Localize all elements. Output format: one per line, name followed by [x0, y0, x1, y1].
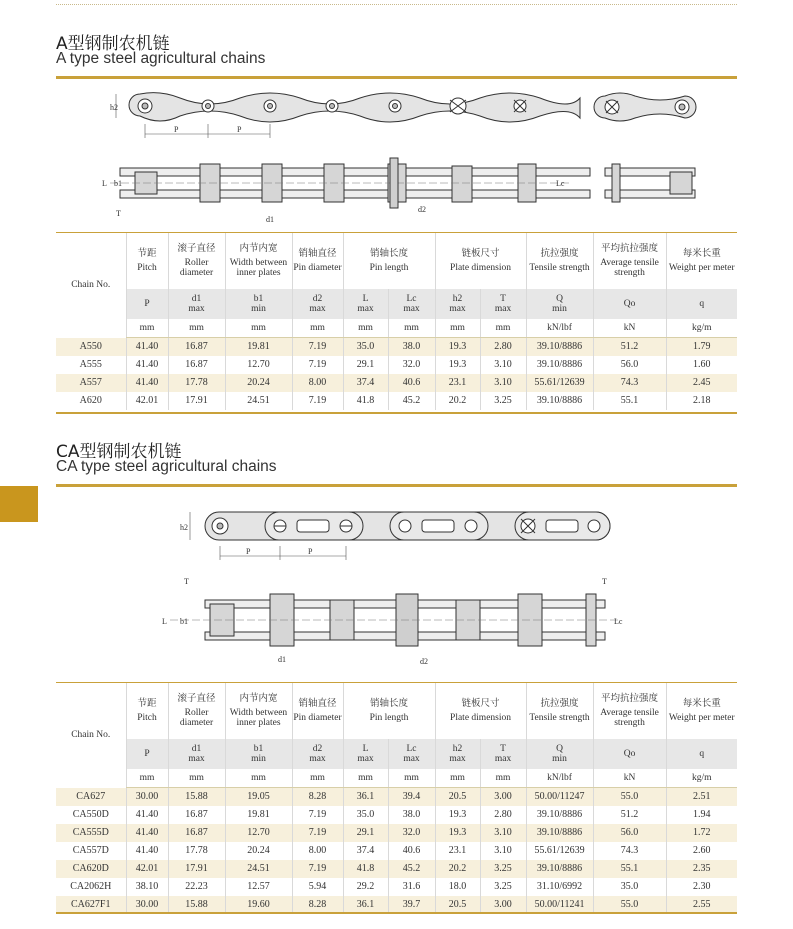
label-h2: h2	[110, 103, 118, 112]
top-dotted-rule	[56, 4, 737, 5]
spec-value-cell: 3.25	[480, 878, 526, 896]
table-ca-body	[56, 788, 737, 915]
spec-value-cell: 40.6	[388, 374, 435, 392]
spec-value-cell: 50.00/11241	[526, 896, 593, 914]
chain-a-drawing	[100, 86, 700, 226]
spec-value-cell: 2.51	[666, 788, 737, 807]
spec-value-cell: 7.19	[292, 392, 343, 410]
spec-value-cell: 51.2	[593, 338, 666, 357]
spec-value-cell: 18.0	[435, 878, 480, 896]
ca-label-d1: d1	[278, 655, 286, 664]
spec-value-cell: 32.0	[388, 356, 435, 374]
spec-value-cell: 2.55	[666, 896, 737, 914]
chain-ca-drawing	[150, 504, 630, 674]
spec-value-cell: 7.19	[292, 860, 343, 878]
spec-value-cell: 45.2	[388, 860, 435, 878]
spec-value-cell: 38.10	[126, 878, 168, 896]
spec-value-cell: 19.3	[435, 806, 480, 824]
spec-value-cell: 19.05	[225, 788, 292, 807]
spec-value-cell: 55.0	[593, 896, 666, 914]
spec-value-cell: 2.18	[666, 392, 737, 410]
spec-value-cell: 24.51	[225, 860, 292, 878]
section-a-gold-bar	[56, 76, 737, 79]
spec-value-cell: 74.3	[593, 842, 666, 860]
chain-number-cell: CA555D	[56, 824, 126, 842]
spec-value-cell: 74.3	[593, 374, 666, 392]
spec-value-cell: 8.28	[292, 896, 343, 914]
spec-value-cell: 23.1	[435, 374, 480, 392]
spec-value-cell: 41.40	[126, 806, 168, 824]
table-ca: Chain No. 节距 Pitch 滚子直径 Roller diameter 内节内宽 Width between inner plates 销轴直径 Pin diameter 销轴长度 Pin length 链板尺寸 Plate dimension 抗拉强度 Tensile strength 平均抗拉强度 Average tensile strength 每米长重 Weight per meter P d1 max b1 min d2 max L max Lc max h2 max T max Q min Qo q mm mm mm mm mm mm mm mm kN/lbf kN kg/m CA627 30.00 15.88 19.05 8.28 36.1 39.4 20.5 3.00 50.00/11247 55.0 2.51 CA550D 41.40 16.87 19.81 7.19 35.0 38.0 19.3 2.80 39.10/8886 51.2 1.94 CA555D 41.40 16.87 12.70 7.19 29.1 32.0 19.3 3.10 39.10/8886 56.0 1.72 CA557D 41.40 17.78 20.24 8.00 37.4 40.6 23.1 3.10 55.61/12639 74.3 2.60 CA620D 42.01 17.91 24.51 7.19 41.8 45.2 20.2 3.25 39.10/8886 55.1 2.35 CA2062H 38.10 22.23 12.57 5.94 29.2 31.6 18.0 3.25 31.10/6992 35.0 2.30 CA627F1 30.00 15.88 19.60 8.28 36.1 39.7 20.5 3.00 50.00/11241 55.0 2.55	[56, 683, 737, 914]
spec-value-cell: 56.0	[593, 356, 666, 374]
spec-value-cell: 17.78	[168, 842, 225, 860]
spec-value-cell: 16.87	[168, 338, 225, 357]
spec-value-cell: 20.24	[225, 374, 292, 392]
section-a-title-cn: A型钢制农机链	[56, 34, 170, 54]
label-l: L	[102, 179, 107, 188]
spec-value-cell: 15.88	[168, 896, 225, 914]
ca-label-lc: Lc	[614, 617, 623, 626]
ca-label-t-1: T	[184, 577, 189, 586]
chain-number-cell: CA620D	[56, 860, 126, 878]
chain-number-cell: CA2062H	[70, 880, 112, 892]
spec-value-cell: 29.1	[343, 824, 388, 842]
spec-value-cell: 41.40	[126, 842, 168, 860]
spec-value-cell: 36.1	[343, 788, 388, 807]
spec-value-cell: 37.4	[343, 842, 388, 860]
spec-value-cell: 3.10	[480, 824, 526, 842]
spec-value-cell: 36.1	[343, 896, 388, 914]
spec-value-cell: 20.2	[435, 860, 480, 878]
ca-label-h2: h2	[180, 523, 188, 532]
spec-value-cell: 2.60	[666, 842, 737, 860]
spec-value-cell: 3.00	[480, 896, 526, 914]
spec-value-cell: 35.0	[343, 806, 388, 824]
spec-value-cell: 8.28	[292, 788, 343, 807]
spec-value-cell: 55.1	[593, 860, 666, 878]
spec-value-cell: 1.72	[666, 824, 737, 842]
spec-value-cell: 20.5	[435, 788, 480, 807]
spec-value-cell: 42.01	[126, 392, 168, 410]
spec-value-cell: 19.60	[225, 896, 292, 914]
spec-value-cell: 41.40	[126, 356, 168, 374]
section-ca-gold-bar	[56, 484, 737, 487]
table-row	[56, 824, 737, 842]
table-row	[56, 374, 737, 392]
spec-value-cell: 32.0	[388, 824, 435, 842]
section-a-title-en: A type steel agricultural chains	[56, 50, 266, 67]
spec-value-cell: 51.2	[593, 806, 666, 824]
label-b1: b1	[114, 179, 122, 188]
spec-value-cell: 19.3	[435, 338, 480, 357]
spec-value-cell: 55.1	[593, 392, 666, 410]
spec-value-cell: 2.80	[480, 806, 526, 824]
spec-value-cell: 39.10/8886	[526, 806, 593, 824]
spec-value-cell: 45.2	[388, 392, 435, 410]
chain-number-cell: CA627	[56, 788, 126, 807]
label-p-1: P	[174, 125, 179, 134]
table-ca-bottom-rule	[56, 912, 737, 914]
spec-value-cell: 7.19	[292, 356, 343, 374]
table-row	[56, 878, 737, 896]
spec-value-cell: 16.87	[168, 824, 225, 842]
spec-value-cell: 41.40	[126, 338, 168, 357]
spec-value-cell: 17.91	[168, 860, 225, 878]
spec-value-cell: 3.00	[480, 788, 526, 807]
table-row	[56, 356, 737, 374]
spec-value-cell: 1.94	[666, 806, 737, 824]
spec-value-cell: 20.2	[435, 392, 480, 410]
spec-value-cell: 7.19	[292, 806, 343, 824]
spec-value-cell: 7.19	[292, 338, 343, 357]
ca-label-l: L	[162, 617, 167, 626]
spec-value-cell: 8.00	[292, 374, 343, 392]
spec-value-cell: 7.19	[292, 824, 343, 842]
table-a-bottom-rule	[56, 412, 737, 414]
spec-value-cell: 39.10/8886	[526, 356, 593, 374]
spec-value-cell: 19.3	[435, 824, 480, 842]
spec-value-cell: 17.91	[168, 392, 225, 410]
table-a-body	[56, 338, 737, 411]
table-row	[56, 842, 737, 860]
spec-value-cell: 3.10	[480, 842, 526, 860]
spec-value-cell: 55.61/12639	[526, 374, 593, 392]
spec-value-cell: 17.78	[168, 374, 225, 392]
spec-value-cell: 39.10/8886	[526, 338, 593, 357]
spec-value-cell: 3.25	[480, 392, 526, 410]
spec-value-cell: 35.0	[593, 878, 666, 896]
spec-value-cell: 41.8	[343, 860, 388, 878]
spec-value-cell: 31.6	[388, 878, 435, 896]
spec-value-cell: 2.80	[480, 338, 526, 357]
spec-value-cell: 15.88	[168, 788, 225, 807]
spec-value-cell: 22.23	[168, 878, 225, 896]
table-row	[56, 788, 737, 807]
spec-value-cell: 1.79	[666, 338, 737, 357]
spec-value-cell: 38.0	[388, 806, 435, 824]
spec-value-cell: 39.4	[388, 788, 435, 807]
spec-value-cell: 35.0	[343, 338, 388, 357]
spec-value-cell: 19.3	[435, 356, 480, 374]
table-row	[56, 392, 737, 410]
spec-value-cell: 30.00	[126, 788, 168, 807]
spec-value-cell: 29.1	[343, 356, 388, 374]
label-d1: d1	[266, 215, 274, 224]
spec-value-cell: 23.1	[435, 842, 480, 860]
ca-label-t-2: T	[602, 577, 607, 586]
spec-value-cell: 42.01	[126, 860, 168, 878]
spec-value-cell: 12.57	[225, 878, 292, 896]
table-a: Chain No. 节距 Pitch 滚子直径 Roller diameter 内节内宽 Width between inner plates 销轴直径 Pin diameter 销轴长度 Pin length 链板尺寸 Plate dimension 抗拉强度 Tensile strength 平均抗拉强度 Average tensile strength 每米长重 Weight per meter P d1 max b1 min d2 max L max Lc max h2 max T max Q min Qo q mm mm mm mm mm mm mm mm kN/lbf kN kg/m A550 41.40 16.87 19.81 7.19 35.0 38.0 19.3 2.80 39.10/8886 51.2 1.79 A555 41.40 16.87 12.70 7.19 29.1 32.0 19.3 3.10 39.10/8886 56.0 1.60 A557 41.40 17.78 20.24 8.00 37.4 40.6 23.1 3.10 55.61/12639 74.3 2.45 A620 42.01 17.91 24.51 7.19 41.8 45.2 20.2 3.25 39.10/8886 55.1 2.18	[56, 233, 737, 410]
spec-value-cell: 2.30	[666, 878, 737, 896]
label-t: T	[116, 209, 121, 218]
spec-value-cell: 39.10/8886	[526, 392, 593, 410]
spec-value-cell: 2.45	[666, 374, 737, 392]
spec-value-cell: 3.10	[480, 374, 526, 392]
ca-label-b1: b1	[180, 617, 188, 626]
spec-value-cell: 55.61/12639	[526, 842, 593, 860]
spec-value-cell: 24.51	[225, 392, 292, 410]
spec-value-cell: 3.10	[480, 356, 526, 374]
chain-number-cell: A550	[56, 338, 126, 357]
spec-value-cell: 1.60	[666, 356, 737, 374]
spec-value-cell: 39.7	[388, 896, 435, 914]
spec-value-cell: 8.00	[292, 842, 343, 860]
spec-value-cell: 39.10/8886	[526, 860, 593, 878]
chain-number-cell: CA557D	[72, 844, 109, 856]
spec-value-cell: 16.87	[168, 806, 225, 824]
chain-number-cell: A555	[79, 358, 102, 370]
ca-header-chain-no: Chain No.	[56, 683, 126, 788]
spec-value-cell: 30.00	[126, 896, 168, 914]
chain-number-cell: A620	[79, 394, 102, 406]
spec-value-cell: 3.25	[480, 860, 526, 878]
spec-value-cell: 2.35	[666, 860, 737, 878]
section-ca-title-cn: CA型钢制农机链	[56, 442, 182, 462]
spec-value-cell: 16.87	[168, 356, 225, 374]
spec-value-cell: 20.24	[225, 842, 292, 860]
spec-value-cell: 41.40	[126, 374, 168, 392]
spec-value-cell: 29.2	[343, 878, 388, 896]
spec-value-cell: 39.10/8886	[526, 824, 593, 842]
label-p-2: P	[237, 125, 242, 134]
chain-number-cell: CA550D	[72, 808, 109, 820]
chain-number-cell: CA627F1	[56, 896, 126, 914]
table-row	[56, 338, 737, 357]
chain-number-cell: A557	[56, 374, 126, 392]
ca-label-d2: d2	[420, 657, 428, 666]
spec-value-cell: 31.10/6992	[526, 878, 593, 896]
spec-value-cell: 12.70	[225, 824, 292, 842]
label-d2: d2	[418, 205, 426, 214]
table-row	[56, 806, 737, 824]
spec-value-cell: 50.00/11247	[526, 788, 593, 807]
spec-value-cell: 38.0	[388, 338, 435, 357]
spec-value-cell: 56.0	[593, 824, 666, 842]
spec-value-cell: 55.0	[593, 788, 666, 807]
spec-value-cell: 41.8	[343, 392, 388, 410]
ca-label-p-2: P	[308, 547, 313, 556]
side-page-tab	[0, 486, 38, 522]
ca-label-p-1: P	[246, 547, 251, 556]
spec-value-cell: 19.81	[225, 806, 292, 824]
spec-value-cell: 20.5	[435, 896, 480, 914]
header-chain-no: Chain No.	[56, 233, 126, 338]
label-lc: Lc	[556, 179, 565, 188]
spec-value-cell: 12.70	[225, 356, 292, 374]
spec-value-cell: 19.81	[225, 338, 292, 357]
spec-value-cell: 40.6	[388, 842, 435, 860]
spec-value-cell: 37.4	[343, 374, 388, 392]
spec-value-cell: 5.94	[292, 878, 343, 896]
section-ca-title-en: CA type steel agricultural chains	[56, 458, 277, 475]
table-row	[56, 860, 737, 878]
spec-value-cell: 41.40	[126, 824, 168, 842]
